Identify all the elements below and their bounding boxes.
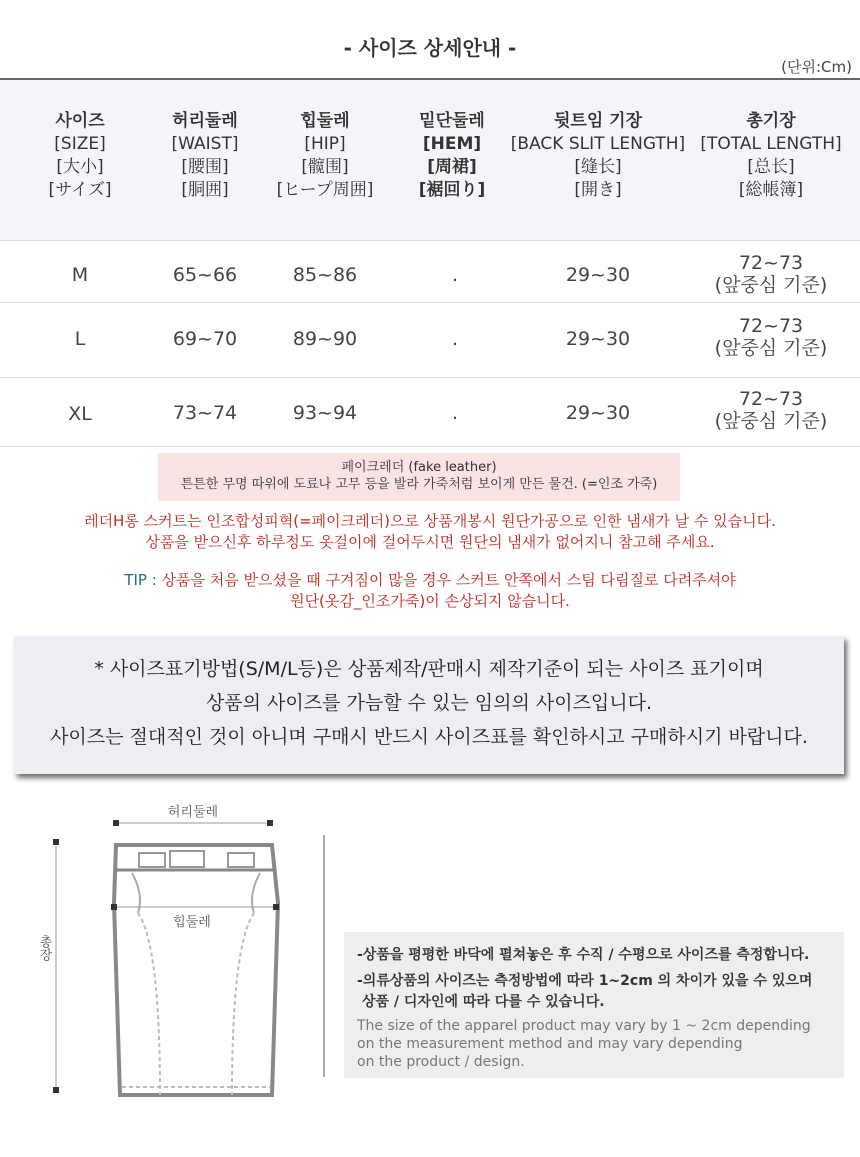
measure-info-en-line: The size of the apparel product may vary by 1 ~ 2cm depending [357,1018,811,1034]
care-note [0,511,860,553]
care-note-line: 상품을 받으신후 하루정도 옷걸이에 걸어두시면 원단의 냄새가 없어지니 참고해 주세요. [145,533,715,551]
header-label: [腰围] [181,157,229,177]
cell-waist: 65~66 [172,264,238,286]
size-notice-box [14,636,844,774]
header-label: [ヒープ周囲] [276,180,374,200]
fabric-note-box [158,453,680,501]
header-back-slit [510,110,686,202]
waist-label: 허리둘레 [167,805,219,820]
cell-waist: 73~74 [172,402,238,424]
length-marker-bottom [53,1087,59,1093]
cell-total-note: (앞중심 기준) [714,274,828,296]
header-label: [周裙] [427,157,477,177]
notice-line: 상품의 사이즈를 가늠할 수 있는 임의의 사이즈입니다. [205,692,653,714]
cell-hem: . [451,264,459,286]
tip-line: 상품을 처음 받으셨을 때 구겨짐이 많을 경우 스커트 안쪽에서 스팀 다림질로 다려주셔야 [156,571,736,589]
header-label: 뒷트임 기장 [553,111,643,131]
cell-hip: 93~94 [292,402,358,424]
header-label: [TOTAL LENGTH] [700,134,842,154]
header-label: [髋围] [301,157,349,177]
tip-note [0,570,860,612]
header-size [20,110,140,202]
header-label: [開き] [574,180,622,200]
cell-total: 72~73 [738,388,804,410]
header-label: [SIZE] [54,134,106,154]
header-label: [BACK SLIT LENGTH] [510,134,686,154]
hip-label: 힙둘레 [173,915,211,930]
header-label: [総帳簿] [738,180,804,200]
header-hip [265,110,385,202]
skirt-diagram [20,795,340,1115]
notice-line: 사이즈는 절대적인 것이 아니며 구매시 반드시 사이즈표를 확인하시고 구매하시기 바랍니다. [50,726,808,748]
header-label: 총기장 [746,111,796,131]
cell-back-slit: 29~30 [565,402,631,424]
header-hem [392,110,512,202]
cell-total-note: (앞중심 기준) [714,410,828,432]
header-label: 허리둘레 [172,111,238,131]
page-title: - 사이즈 상세안내 - [343,36,517,60]
table-row [0,239,860,303]
length-marker-top [53,839,59,845]
cell-size: M [71,264,89,286]
header-label: [HIP] [304,134,346,154]
notice-line: * 사이즈표기방법(S/M/L등)은 상품제작/판매시 제작기준이 되는 사이즈 표기이며 [94,658,764,680]
header-label: 힙둘레 [300,111,350,131]
header-label: [总长] [747,157,795,177]
header-label: [サイズ] [48,180,112,200]
cell-hip: 85~86 [292,264,358,286]
header-total-length [696,110,846,202]
waist-marker-left [113,820,119,826]
table-row [0,303,860,378]
measure-info-line: -의류상품의 사이즈는 측정방법에 따라 1~2cm 의 차이가 있을 수 있으며 [357,973,813,989]
cell-total: 72~73 [738,315,804,337]
cell-hem: . [451,328,459,350]
header-label: [裾回り] [418,180,486,200]
tip-label: TIP : [124,571,157,589]
fabric-note-title: 페이크레더 (fake leather) [341,460,497,475]
header-label: [HEM] [422,134,482,154]
table-row [0,378,860,447]
measure-info-line: 상품 / 디자인에 따라 다를 수 있습니다. [362,994,605,1010]
length-label: 총장 [36,935,52,961]
tip-line: 원단(옷감_인조가죽)이 손상되지 않습니다. [290,592,570,610]
cell-size: XL [68,403,92,425]
care-note-line: 레더H롱 스커트는 인조합성피혁(=페이크레더)으로 상품개봉시 원단가공으로 인한 냄새가 날 수 있습니다. [84,512,776,530]
unit-label: (단위:Cm) [781,58,852,76]
cell-back-slit: 29~30 [565,328,631,350]
measure-info-en-line: on the measurement method and may vary depending [357,1036,743,1052]
size-table-header [0,78,860,241]
hip-marker-right [273,904,279,910]
header-label: 사이즈 [55,111,105,131]
cell-back-slit: 29~30 [565,264,631,286]
measure-info-en-line: on the product / design. [357,1054,525,1070]
measure-info-line: -상품을 평평한 바닥에 펼쳐놓은 후 수직 / 수평으로 사이즈를 측정합니다. [357,947,810,963]
waist-marker-right [267,820,273,826]
header-label: 밑단둘레 [419,111,485,131]
measure-info-box [344,932,844,1078]
header-label: [缝长] [574,157,622,177]
cell-total-note: (앞중심 기준) [714,337,828,359]
fabric-note-desc: 튼튼한 무명 따위에 도료나 고무 등을 발라 가죽처럼 보이게 만든 물건. (=인조 가죽) [180,477,658,492]
header-label: [WAIST] [171,134,239,154]
cell-total: 72~73 [738,252,804,274]
cell-hip: 89~90 [292,328,358,350]
header-label: [胴囲] [181,180,229,200]
skirt-outline [114,845,278,1095]
cell-hem: . [451,402,459,424]
measure-info-english [357,1017,837,1071]
hip-marker-left [111,904,117,910]
cell-waist: 69~70 [172,328,238,350]
cell-size: L [74,328,86,350]
header-waist [145,110,265,202]
header-label: [大小] [56,157,104,177]
